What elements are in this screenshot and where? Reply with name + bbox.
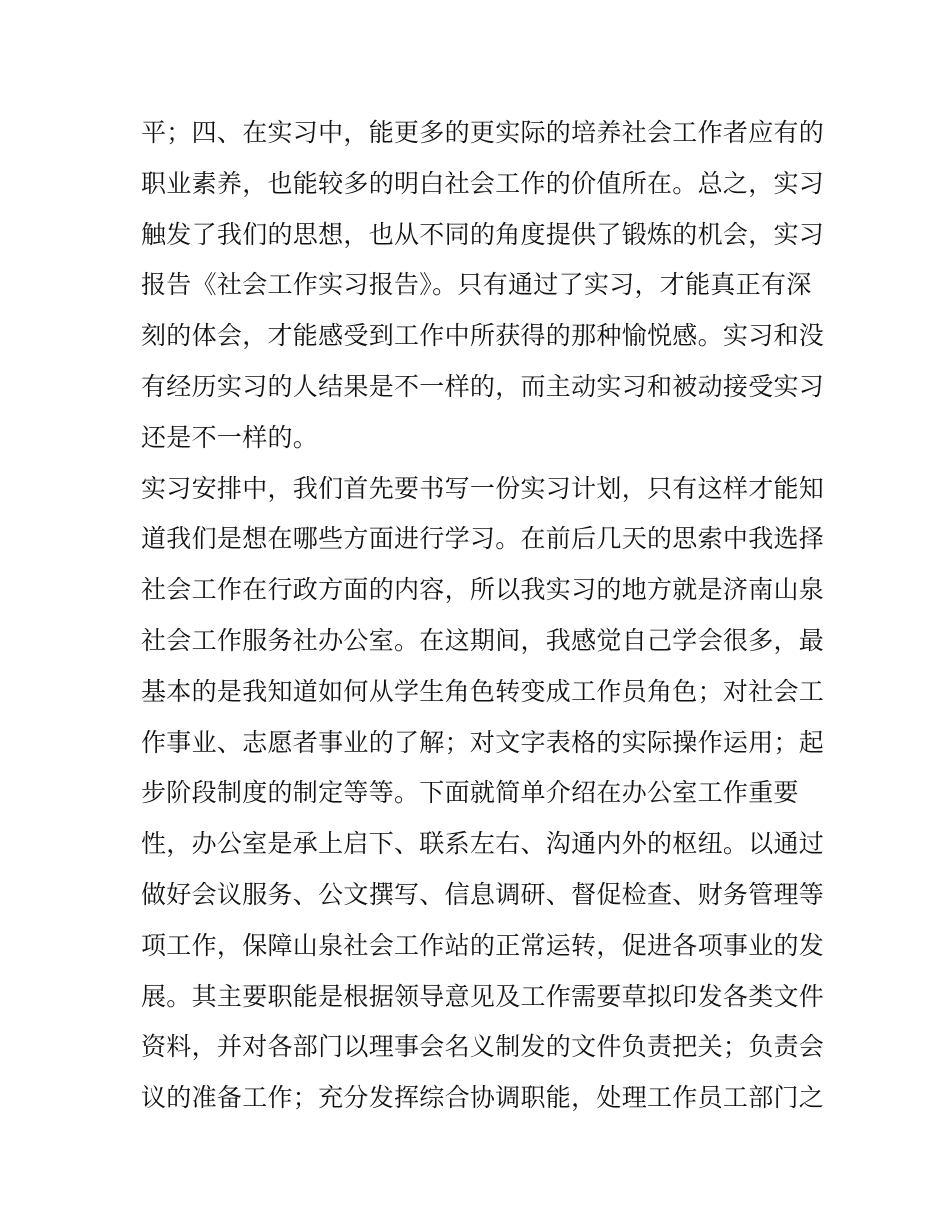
text-line: 有经历实习的人结果是不一样的，而主动实习和被动接受实习 [141, 371, 825, 401]
text-line: 做好会议服务、公文撰写、信息调研、督促检查、财务管理等 [141, 879, 825, 909]
text-line: 议的准备工作；充分发挥综合协调职能，处理工作员工部门之 [141, 1083, 825, 1113]
text-line: 职业素养，也能较多的明白社会工作的价值所在。总之，实习 [141, 168, 825, 198]
text-line: 性，办公室是承上启下、联系左右、沟通内外的枢纽。以通过 [141, 829, 825, 859]
text-line: 社会工作在行政方面的内容，所以我实习的地方就是济南山泉 [141, 575, 825, 605]
text-line: 触发了我们的思想，也从不同的角度提供了锻炼的机会，实习 [141, 219, 825, 249]
text-line: 步阶段制度的制定等等。下面就简单介绍在办公室工作重要 [141, 778, 799, 808]
text-line: 平；四、在实习中，能更多的更实际的培养社会工作者应有的 [141, 118, 825, 147]
text-line: 作事业、志愿者事业的了解；对文字表格的实际操作运用；起 [141, 727, 825, 757]
text-line: 社会工作服务社办公室。在这期间，我感觉自己学会很多，最 [141, 625, 825, 655]
body-text [141, 108, 825, 1124]
text-line: 展。其主要职能是根据领导意见及工作需要草拟印发各类文件 [141, 981, 825, 1011]
text-line: 项工作，保障山泉社会工作站的正常运转，促进各项事业的发 [141, 930, 825, 960]
text-line: 刻的体会，才能感受到工作中所获得的那种愉悦感。实习和没 [141, 321, 825, 351]
text-line: 资料，并对各部门以理事会名义制发的文件负责把关；负责会 [141, 1032, 825, 1062]
text-line: 实习安排中，我们首先要书写一份实习计划，只有这样才能知 [141, 473, 825, 503]
text-line: 道我们是想在哪些方面进行学习。在前后几天的思索中我选择 [141, 524, 825, 554]
text-line: 报告《社会工作实习报告》。只有通过了实习，才能真正有深 [141, 270, 812, 300]
text-line: 还是不一样的。 [141, 422, 319, 452]
text-line: 基本的是我知道如何从学生角色转变成工作员角色；对社会工 [141, 676, 825, 706]
